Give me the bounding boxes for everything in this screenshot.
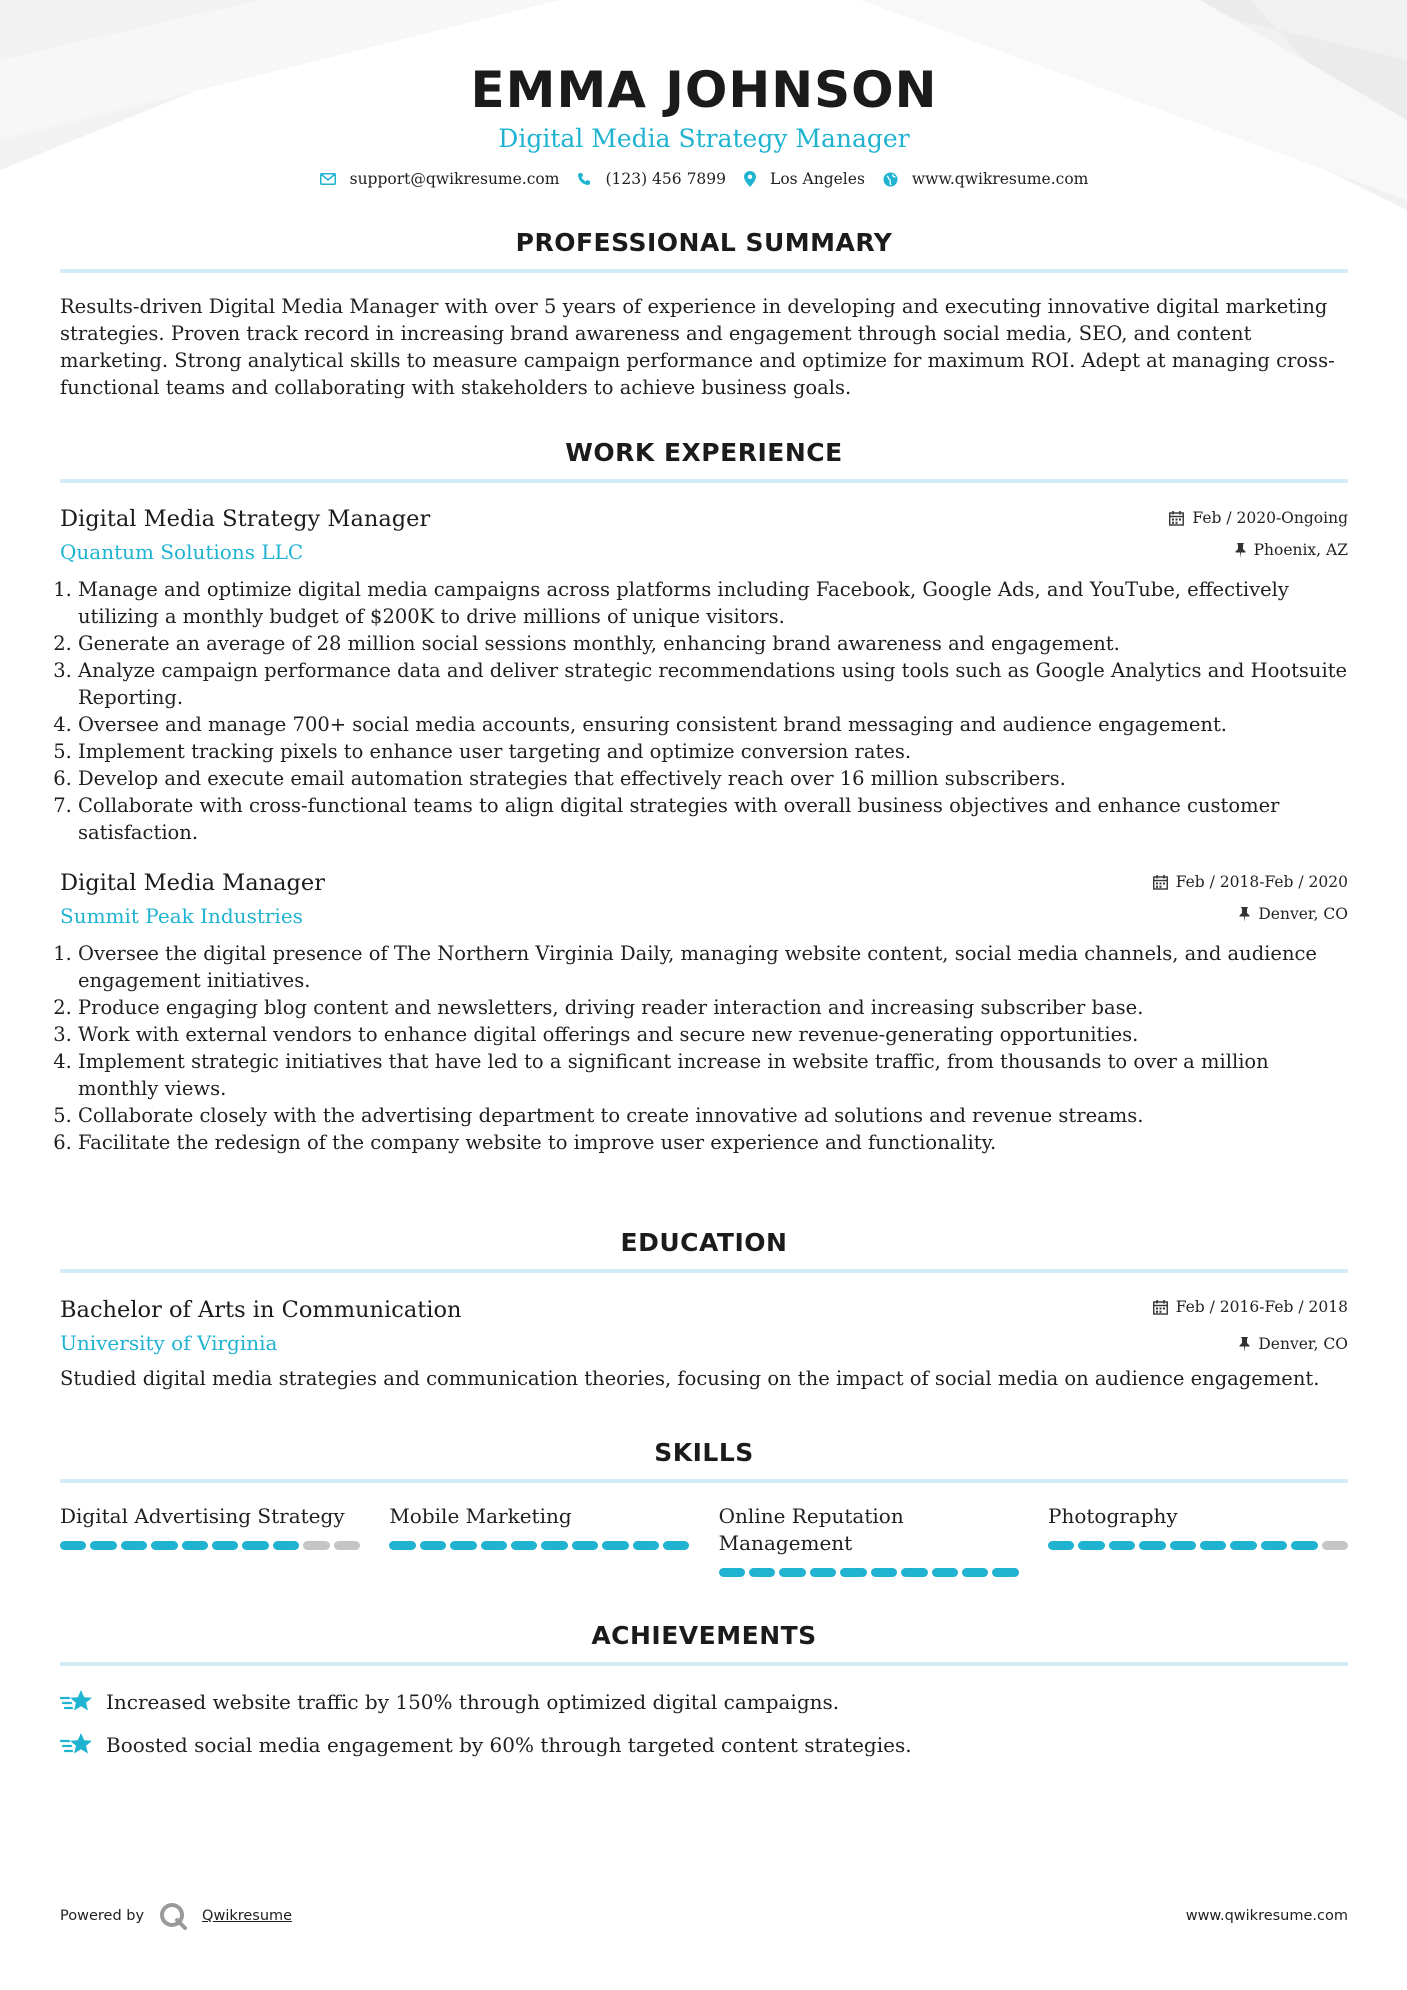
skill-item: [389, 1503, 689, 1577]
candidate-title: Digital Media Strategy Manager: [498, 124, 910, 153]
skill-name: Photography: [1047, 1504, 1178, 1528]
resume-header: [60, 0, 1348, 188]
contact-location: [744, 170, 865, 188]
achievement-text: Boosted social media engagement by 60% through targeted content strategies.: [106, 1733, 912, 1757]
shooting-star-icon: [60, 1689, 94, 1715]
job-bullets: [60, 576, 1348, 846]
qwikresume-link[interactable]: Qwikresume: [202, 1908, 293, 1924]
skill-item: [60, 1503, 360, 1577]
contact-bar: [60, 170, 1348, 188]
list-item: 3. Work with external vendors to enhance digital offerings and secure new revenue-generating opportunities.: [78, 1021, 1348, 1048]
achievements-heading: ACHIEVEMENTS: [591, 1621, 817, 1650]
skill-dot-filled: [901, 1568, 927, 1577]
skill-dot-filled: [719, 1568, 745, 1577]
qwikresume-logo-icon: [158, 1901, 188, 1931]
skill-dot-filled: [1230, 1541, 1256, 1550]
list-item: 2. Produce engaging blog content and newsletters, driving reader interaction and increasing subscriber base.: [78, 994, 1348, 1021]
skill-name: Online Reputation Management: [718, 1504, 904, 1555]
page-footer: [60, 1901, 1348, 1931]
section-divider: [60, 479, 1348, 483]
list-item: 6. Facilitate the redesign of the company website to improve user experience and functionality.: [78, 1129, 1348, 1156]
job-role: Digital Media Manager: [60, 870, 325, 896]
list-item: 3. Analyze campaign performance data and deliver strategic recommendations using tools such as Google Analytics and Hootsuite Reporting.: [78, 657, 1348, 711]
skills-grid: [60, 1503, 1348, 1577]
list-item: 5. Implement tracking pixels to enhance user targeting and optimize conversion rates.: [78, 738, 1348, 765]
skill-dot-empty: [334, 1541, 360, 1550]
skill-dot-filled: [242, 1541, 268, 1550]
skill-dot-filled: [389, 1541, 415, 1550]
skill-dot-filled: [1291, 1541, 1317, 1550]
skill-dot-filled: [541, 1541, 567, 1550]
skill-dot-filled: [572, 1541, 598, 1550]
education-description: Studied digital media strategies and communication theories, focusing on the impact of social media on audience engagement.: [60, 1367, 1320, 1390]
skill-dot-filled: [663, 1541, 689, 1550]
skill-name: Digital Advertising Strategy: [60, 1504, 345, 1528]
resume-page: [60, 0, 1348, 1924]
footer-website-link[interactable]: www.qwikresume.com: [1185, 1908, 1348, 1924]
pushpin-icon: [1239, 907, 1250, 922]
list-item: 7. Collaborate with cross-functional teams to align digital strategies with overall business objectives and enhance customer satisfaction.: [78, 792, 1348, 846]
skill-dot-filled: [212, 1541, 238, 1550]
job-company: Quantum Solutions LLC: [60, 540, 304, 564]
skill-dot-filled: [121, 1541, 147, 1550]
skill-dot-filled: [1200, 1541, 1226, 1550]
envelope-icon: [320, 173, 336, 185]
skill-dot-filled: [633, 1541, 659, 1550]
skill-dot-filled: [450, 1541, 476, 1550]
email-text: support@qwikresume.com: [349, 170, 560, 188]
experience-section: [60, 436, 1348, 1156]
skill-dot-filled: [420, 1541, 446, 1550]
skill-dot-filled: [1139, 1541, 1165, 1550]
job-dates: Feb / 2020-Ongoing: [1192, 509, 1348, 527]
calendar-icon: [1169, 511, 1184, 526]
skill-dot-filled: [602, 1541, 628, 1550]
skill-dot-filled: [481, 1541, 507, 1550]
shooting-star-icon: [60, 1732, 94, 1758]
pushpin-icon: [1235, 543, 1246, 558]
job-role: Digital Media Strategy Manager: [60, 506, 431, 532]
skill-rating: [719, 1568, 1019, 1577]
list-item: 1. Oversee the digital presence of The Northern Virginia Daily, managing website content, social media channels, and audience engagement initiatives.: [78, 940, 1348, 994]
education-dates: Feb / 2016-Feb / 2018: [1175, 1298, 1348, 1316]
skill-dot-filled: [992, 1568, 1018, 1577]
skill-dot-filled: [779, 1568, 805, 1577]
job-location: Denver, CO: [1258, 905, 1348, 923]
skill-dot-filled: [749, 1568, 775, 1577]
skill-dot-empty: [1322, 1541, 1348, 1550]
contact-phone[interactable]: [577, 170, 726, 188]
calendar-icon: [1153, 1300, 1168, 1315]
skill-dot-filled: [1261, 1541, 1287, 1550]
pushpin-icon: [1239, 1337, 1250, 1352]
powered-label: Powered by: [60, 1908, 145, 1924]
section-divider: [60, 1479, 1348, 1483]
education-section: [60, 1226, 1348, 1392]
skill-dot-filled: [1170, 1541, 1196, 1550]
globe-icon: [883, 172, 898, 187]
summary-text: Results-driven Digital Media Manager with over 5 years of experience in developing and executing innovative digital marketing strategies. Proven track record in increasing brand awareness and engagement through social media, SEO, and content marketing. Strong analytical skills to measure campaign performance and optimize for maximum ROI. Adept at managing cross-functional teams and collaborating with stakeholders to achieve business goals.: [60, 295, 1335, 399]
skill-dot-filled: [1109, 1541, 1135, 1550]
summary-heading: PROFESSIONAL SUMMARY: [515, 228, 893, 257]
list-item: 2. Generate an average of 28 million social sessions monthly, enhancing brand awareness and engagement.: [78, 630, 1348, 657]
skill-dot-filled: [273, 1541, 299, 1550]
achievements-list: [60, 1688, 1348, 1759]
education-entry: [60, 1295, 1348, 1392]
job-entry: [60, 504, 1348, 846]
skill-dot-empty: [303, 1541, 329, 1550]
skill-dot-filled: [932, 1568, 958, 1577]
skill-rating: [1048, 1541, 1348, 1550]
achievements-section: [60, 1619, 1348, 1759]
skill-rating: [60, 1541, 360, 1550]
location-text: Los Angeles: [770, 170, 865, 188]
map-pin-icon: [744, 171, 756, 187]
skill-dot-filled: [90, 1541, 116, 1550]
education-location: Denver, CO: [1258, 1335, 1348, 1353]
job-dates: Feb / 2018-Feb / 2020: [1175, 873, 1348, 891]
section-divider: [60, 1269, 1348, 1273]
calendar-icon: [1153, 875, 1168, 890]
skill-item: [719, 1503, 1019, 1577]
contact-email[interactable]: [320, 170, 560, 188]
achievement-item: [60, 1688, 1348, 1716]
job-entry: [60, 868, 1348, 1156]
list-item: 6. Develop and execute email automation strategies that effectively reach over 16 million subscribers.: [78, 765, 1348, 792]
skill-name: Mobile Marketing: [389, 1504, 572, 1528]
skill-rating: [389, 1541, 689, 1550]
degree-name: Bachelor of Arts in Communication: [60, 1297, 462, 1323]
section-divider: [60, 269, 1348, 273]
skill-dot-filled: [60, 1541, 86, 1550]
phone-icon: [577, 172, 591, 186]
website-text: www.qwikresume.com: [911, 170, 1089, 188]
contact-website[interactable]: [883, 170, 1088, 188]
skill-dot-filled: [511, 1541, 537, 1550]
experience-heading: WORK EXPERIENCE: [565, 438, 843, 467]
job-company: Summit Peak Industries: [60, 904, 303, 928]
skill-item: [1048, 1503, 1348, 1577]
job-location: Phoenix, AZ: [1253, 541, 1348, 559]
candidate-name: EMMA JOHNSON: [470, 61, 938, 119]
skills-heading: SKILLS: [654, 1438, 754, 1467]
skills-section: [60, 1436, 1348, 1577]
skill-dot-filled: [182, 1541, 208, 1550]
skill-dot-filled: [840, 1568, 866, 1577]
section-divider: [60, 1662, 1348, 1666]
achievement-text: Increased website traffic by 150% through optimized digital campaigns.: [106, 1690, 840, 1714]
skill-dot-filled: [962, 1568, 988, 1577]
phone-text: (123) 456 7899: [605, 170, 727, 188]
summary-section: [60, 226, 1348, 401]
powered-by: [60, 1901, 292, 1931]
skill-dot-filled: [151, 1541, 177, 1550]
education-heading: EDUCATION: [620, 1228, 788, 1257]
list-item: 4. Implement strategic initiatives that have led to a significant increase in website traffic, from thousands to over a million monthly views.: [78, 1048, 1348, 1102]
list-item: 1. Manage and optimize digital media campaigns across platforms including Facebook, Google Ads, and YouTube, effectively utilizing a monthly budget of $200K to drive millions of unique visitors.: [78, 576, 1348, 630]
achievement-item: [60, 1731, 1348, 1759]
skill-dot-filled: [1078, 1541, 1104, 1550]
list-item: 4. Oversee and manage 700+ social media accounts, ensuring consistent brand messaging and audience engagement.: [78, 711, 1348, 738]
skill-dot-filled: [871, 1568, 897, 1577]
skill-dot-filled: [810, 1568, 836, 1577]
job-bullets: [60, 940, 1348, 1156]
school-name: University of Virginia: [60, 1331, 278, 1355]
skill-dot-filled: [1048, 1541, 1074, 1550]
list-item: 5. Collaborate closely with the advertising department to create innovative ad solutions and revenue streams.: [78, 1102, 1348, 1129]
